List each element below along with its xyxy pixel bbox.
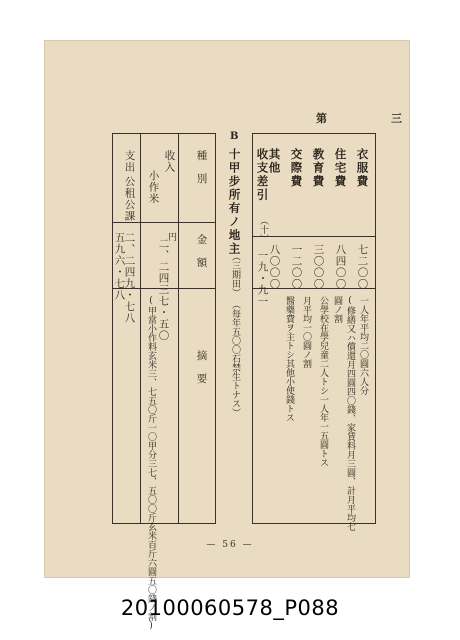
header-amount: 金 額 (195, 234, 208, 269)
expense-label-education: 教育費 (311, 148, 326, 189)
header-remarks: 摘 要 (195, 350, 208, 385)
expense-note-clothing: 一人年平均二〇圓六人分 (358, 296, 368, 395)
expense-label-social: 交際費 (289, 148, 304, 189)
chapter-header: 第 三 (316, 112, 416, 125)
expense-note-housing: (修繕又ハ償還月四圓四〇錢、家賃料月三圓、計月平均七 (345, 296, 355, 531)
expense-note-other: 月平均一〇圓ノ割 (301, 296, 311, 368)
expense-note-education: 圓ノ割 (332, 296, 342, 323)
landlord-col-divider-2 (140, 133, 141, 524)
archive-caption: 20100060578_P088 (120, 596, 340, 620)
expense-divider-label (252, 236, 376, 237)
row-total-out: 二、二四九・七八 (123, 232, 136, 324)
row-group-expense: 支出 (123, 150, 136, 173)
row-small-mark: 円 (166, 232, 176, 241)
expense-label-clothing: 衣服費 (355, 148, 370, 189)
row-remark: (甲當小作料玄米三、七五〇斤一〇甲分三七、五〇〇斤玄米百斤六圓五〇錢ノ割) (146, 296, 156, 631)
expense-amount-social: 一二〇〇 (290, 244, 303, 290)
section-b-field-type: （三期田） (230, 252, 240, 297)
row-label-expense: 公租公課 (123, 176, 136, 222)
row-label-income: 小作米 (147, 170, 160, 205)
expense-label-housing: 住宅費 (333, 148, 348, 189)
section-b-marker: B (230, 131, 239, 142)
row-group-income: 收入 (163, 150, 176, 173)
expense-extra-note: 醫藥費ヲ主トシ其他小使錢トス (284, 296, 294, 422)
row-amount-expense: 五九六・七八 (113, 232, 126, 301)
section-b-title: 十甲步所有ノ地主 (227, 148, 242, 256)
expense-amount-housing: 八四〇〇 (334, 244, 347, 290)
section-b-yield: （每年五〇〇石禁生トナス） (230, 300, 240, 417)
balance-amount: 一九・九一 (256, 250, 269, 308)
landlord-col-divider-1 (178, 133, 179, 524)
expense-note-social: 公學校在學兒童二人トシ一人年一五圓トス (318, 296, 328, 467)
expense-amount-clothing: 七二〇〇 (356, 244, 369, 290)
expense-amount-other: 八〇〇〇 (268, 244, 281, 290)
expense-label-other: 其他 (267, 148, 282, 175)
row-amount-income: 二、二四三七・五〇 (157, 238, 170, 342)
page-number: — 56 — (206, 540, 254, 550)
expense-amount-education: 三〇〇〇 (312, 244, 325, 290)
landlord-divider-header (112, 222, 216, 223)
header-kind: 種 別 (195, 150, 208, 185)
balance-label: 收支差引 (255, 148, 270, 202)
balance-sign: （十） (258, 216, 268, 243)
